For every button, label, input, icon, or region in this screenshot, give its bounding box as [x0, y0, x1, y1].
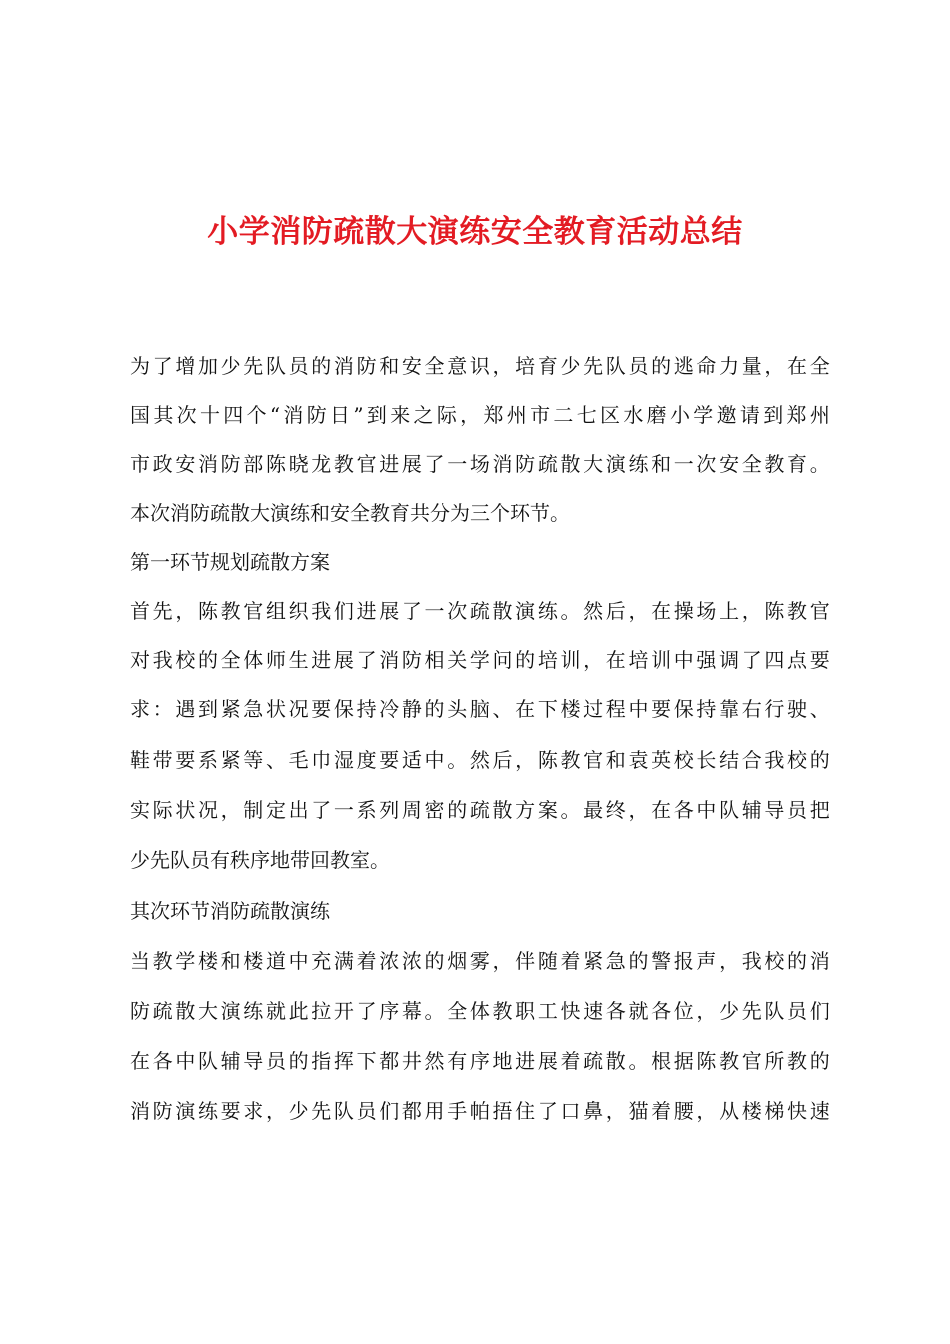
paragraph-line: 对 我 校 的 全 体 师 生 进 展 了 消 防 相 关 学 问 的 培 训 ， 在 培 训 中 强 调 了 四 点 要 [130, 648, 830, 672]
section-heading: 其次环节消防疏散演练 [130, 899, 330, 923]
section-heading: 第一环节规划疏散方案 [130, 550, 330, 574]
paragraph-line: 鞋 带 要 系 紧 等 、 毛 巾 湿 度 要 适 中 。 然 后 ， 陈 教 官 和 袁 英 校 长 结 合 我 校 的 [130, 748, 830, 772]
paragraph-line: 首 先 ， 陈 教 官 组 织 我 们 进 展 了 一 次 疏 散 演 练 。 然 后 ， 在 操 场 上 ， 陈 教 官 [130, 599, 830, 623]
paragraph-line: 当 教 学 楼 和 楼 道 中 充 满 着 浓 浓 的 烟 雾 ， 伴 随 着 紧 急 的 警 报 声 ， 我 校 的 消 [130, 949, 830, 973]
paragraph-line: 求 ： 遇 到 紧 急 状 况 要 保 持 冷 静 的 头 脑 、 在 下 楼 过 程 中 要 保 持 靠 右 行 驶 、 [130, 697, 830, 721]
paragraph-line: 少先队员有秩序地带回教室。 [130, 848, 390, 872]
paragraph-line: 市 政 安 消 防 部 陈 晓 龙 教 官 进 展 了 一 场 消 防 疏 散 大 演 练 和 一 次 安 全 教 育 。 [130, 452, 830, 476]
paragraph-line: 实 际 状 况 ， 制 定 出 了 一 系 列 周 密 的 疏 散 方 案 。 最 终 ， 在 各 中 队 辅 导 员 把 [130, 798, 830, 822]
document-title: 小学消防疏散大演练安全教育活动总结 [207, 214, 743, 250]
paragraph-line: 防 疏 散 大 演 练 就 此 拉 开 了 序 幕 。 全 体 教 职 工 快 速 各 就 各 位 ， 少 先 队 员 们 [130, 999, 830, 1023]
paragraph-line: 在 各 中 队 辅 导 员 的 指 挥 下 都 井 然 有 序 地 进 展 着 疏 散 。 根 据 陈 教 官 所 教 的 [130, 1049, 830, 1073]
paragraph-line: 消 防 演 练 要 求 ， 少 先 队 员 们 都 用 手 帕 捂 住 了 口 鼻 ， 猫 着 腰 ， 从 楼 梯 快 速 [130, 1099, 830, 1123]
paragraph-line: 本次消防疏散大演练和安全教育共分为三个环节。 [130, 501, 570, 525]
paragraph-line: 国 其 次 十 四 个 “ 消 防 日 ” 到 来 之 际 ， 郑 州 市 二 七 区 水 磨 小 学 邀 请 到 郑 州 [130, 403, 830, 427]
paragraph-line: 为 了 增 加 少 先 队 员 的 消 防 和 安 全 意 识 ， 培 育 少 先 队 员 的 逃 命 力 量 ， 在 全 [130, 354, 830, 378]
